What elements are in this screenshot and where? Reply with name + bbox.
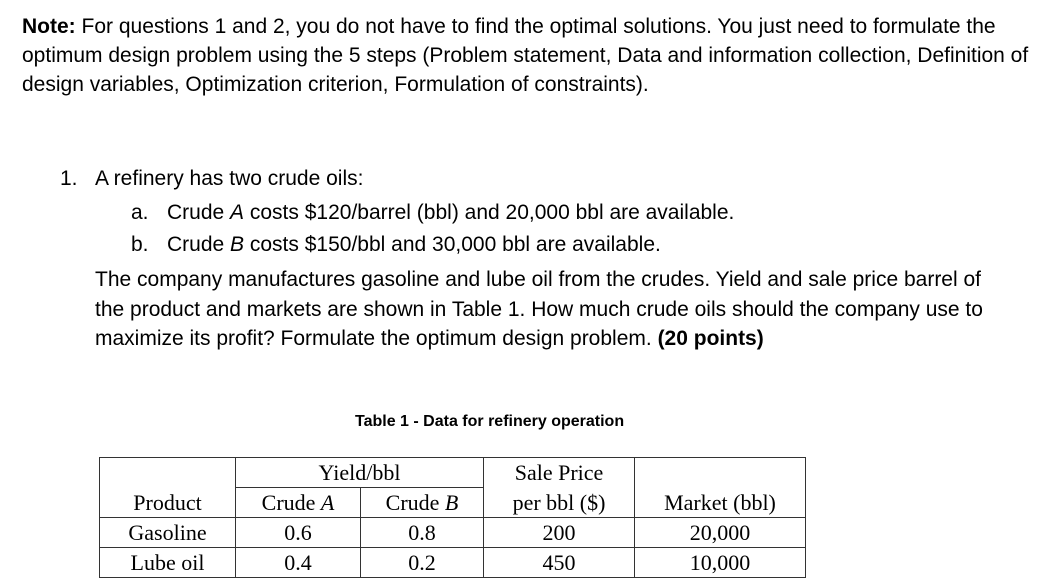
header-sale-price-line2: per bbl ($): [484, 488, 635, 518]
table-row: [100, 548, 806, 578]
item-suffix: costs $150/bbl and 30,000 bbl are available.: [244, 233, 661, 256]
instruction-note: [22, 12, 1032, 99]
cell-crude-a-yield: 0.6: [236, 518, 361, 548]
refinery-data-table: [99, 457, 806, 578]
header-yield-group: Yield/bbl: [236, 458, 484, 488]
cell-crude-b-yield: 0.8: [361, 518, 484, 548]
question-number: 1.: [60, 167, 78, 190]
item-prefix: Crude: [167, 201, 231, 224]
header-crude-a: [236, 488, 361, 518]
header-crude-b-prefix: Crude: [385, 490, 445, 515]
note-text: For questions 1 and 2, you do not have to find the optimal solutions. You just need to formulate the optimum design problem using the 5 steps (Problem statement, Data and information collection, Definition of design variables, Optimization criterion, Formulation of constraints).: [22, 15, 1029, 96]
header-product: Product: [100, 488, 236, 518]
cell-sale-price: 200: [484, 518, 635, 548]
item-prefix: Crude: [167, 233, 231, 256]
header-cell-empty: [635, 458, 806, 488]
list-item-crude-b: [167, 232, 661, 258]
item-crude-name: B: [230, 233, 245, 256]
header-cell-empty: [100, 458, 236, 488]
note-label: Note:: [22, 15, 76, 38]
item-suffix: costs $120/barrel (bbl) and 20,000 bbl are available.: [244, 201, 735, 224]
cell-market: 10,000: [635, 548, 806, 578]
header-sale-price-line1: Sale Price: [484, 458, 635, 488]
question-paragraph: [95, 265, 995, 354]
header-crude-b-letter: B: [444, 490, 459, 515]
list-marker-b: b.: [131, 233, 149, 256]
header-crude-a-letter: A: [320, 490, 335, 515]
item-crude-name: A: [230, 201, 245, 224]
table-header-row-2: [100, 488, 806, 518]
cell-crude-a-yield: 0.4: [236, 548, 361, 578]
question-intro: A refinery has two crude oils:: [95, 167, 364, 190]
table-caption: Table 1 - Data for refinery operation: [355, 413, 625, 430]
list-item-crude-a: [167, 200, 734, 226]
cell-product: Gasoline: [100, 518, 236, 548]
cell-crude-b-yield: 0.2: [361, 548, 484, 578]
list-marker-a: a.: [131, 201, 149, 224]
header-crude-b: [361, 488, 484, 518]
table-header-row-1: [100, 458, 806, 488]
header-market: Market (bbl): [635, 488, 806, 518]
table-row: [100, 518, 806, 548]
paragraph-text: The company manufactures gasoline and lube oil from the crudes. Yield and sale price barrel of the product and markets are shown in Table 1. How much crude oils should the company use to maximize its profit? Formulate the optimum design problem.: [95, 268, 983, 350]
points-label: (20 points): [657, 327, 764, 350]
cell-market: 20,000: [635, 518, 806, 548]
cell-sale-price: 450: [484, 548, 635, 578]
cell-product: Lube oil: [100, 548, 236, 578]
header-crude-a-prefix: Crude: [261, 490, 321, 515]
